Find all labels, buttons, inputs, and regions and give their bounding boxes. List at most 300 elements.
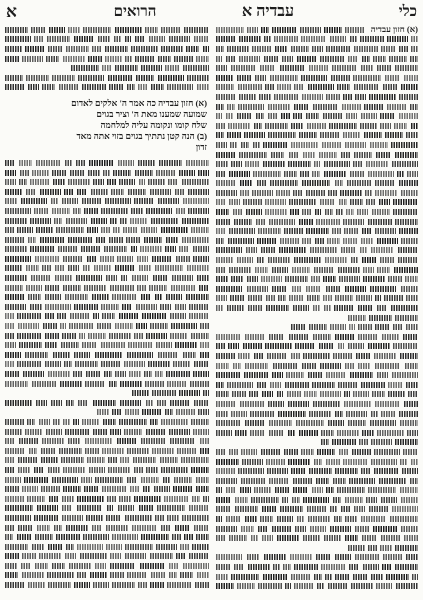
word-mark xyxy=(150,419,158,425)
word-mark xyxy=(161,419,188,425)
word-mark xyxy=(160,457,178,463)
word-mark xyxy=(380,545,392,551)
word-mark xyxy=(45,333,59,339)
word-mark xyxy=(299,132,317,138)
text-line xyxy=(5,360,209,370)
word-mark xyxy=(234,564,245,570)
word-mark xyxy=(328,583,348,589)
word-mark xyxy=(400,420,418,426)
word-mark xyxy=(5,448,25,454)
word-mark xyxy=(139,505,153,511)
word-mark xyxy=(65,294,88,300)
word-mark xyxy=(63,486,81,492)
word-mark xyxy=(380,113,395,119)
word-mark xyxy=(216,27,244,33)
word-mark xyxy=(5,429,22,435)
word-mark xyxy=(103,419,116,425)
word-mark xyxy=(307,295,320,301)
word-mark xyxy=(158,352,178,358)
word-mark xyxy=(216,209,229,215)
word-mark xyxy=(52,208,70,214)
word-mark xyxy=(71,65,99,71)
word-mark xyxy=(93,582,109,588)
word-mark xyxy=(112,409,122,415)
word-mark xyxy=(196,56,209,62)
word-mark xyxy=(368,545,376,551)
word-mark xyxy=(216,363,229,369)
text-line xyxy=(5,552,209,562)
word-mark xyxy=(377,267,390,273)
word-mark xyxy=(108,467,130,473)
word-mark xyxy=(231,574,259,580)
word-mark xyxy=(377,238,398,244)
word-mark xyxy=(229,535,247,541)
word-mark xyxy=(216,526,237,532)
word-mark xyxy=(101,361,120,367)
word-mark xyxy=(231,276,244,282)
word-mark xyxy=(259,94,271,100)
word-mark xyxy=(104,371,112,377)
word-mark xyxy=(354,46,377,52)
word-mark xyxy=(254,123,262,129)
text-line xyxy=(5,35,209,45)
word-mark xyxy=(62,496,73,502)
word-mark xyxy=(230,142,237,148)
text-line xyxy=(5,446,209,456)
word-mark xyxy=(69,323,94,329)
word-mark xyxy=(144,371,151,377)
word-mark xyxy=(82,84,106,90)
word-mark xyxy=(241,478,265,484)
word-mark xyxy=(272,286,287,292)
word-mark xyxy=(268,113,277,119)
word-mark xyxy=(391,305,418,311)
right-column-body xyxy=(216,35,418,591)
text-line xyxy=(5,245,209,255)
word-mark xyxy=(363,267,374,273)
word-mark xyxy=(313,305,321,311)
word-mark xyxy=(22,486,38,492)
word-mark xyxy=(150,189,171,195)
word-mark xyxy=(316,219,339,225)
verse-line: שלח קומו ונקומה עליה למלחמה xyxy=(100,120,207,131)
word-mark xyxy=(345,516,356,522)
word-mark xyxy=(198,170,209,176)
word-mark xyxy=(239,36,261,42)
word-mark xyxy=(170,438,195,444)
word-mark xyxy=(377,430,404,436)
word-mark xyxy=(30,179,50,185)
word-mark xyxy=(165,409,174,415)
word-mark xyxy=(335,334,354,340)
word-mark xyxy=(61,342,80,348)
word-mark xyxy=(387,104,407,110)
word-mark xyxy=(216,190,237,196)
word-mark xyxy=(29,448,37,454)
word-mark xyxy=(34,208,49,214)
word-mark xyxy=(104,246,127,252)
word-mark xyxy=(286,372,304,378)
word-mark xyxy=(216,295,227,301)
word-mark xyxy=(48,467,60,473)
word-mark xyxy=(106,275,117,281)
word-mark xyxy=(158,56,171,62)
word-mark xyxy=(239,94,255,100)
word-mark xyxy=(95,477,123,483)
word-mark xyxy=(193,246,209,252)
word-mark xyxy=(335,411,344,417)
text-line xyxy=(216,505,418,515)
word-mark xyxy=(151,218,179,224)
word-mark xyxy=(142,313,167,319)
word-mark xyxy=(216,343,225,349)
word-mark xyxy=(233,209,243,215)
text-line xyxy=(216,246,418,256)
word-mark xyxy=(272,267,289,273)
word-mark xyxy=(198,409,209,415)
word-mark xyxy=(379,199,389,205)
word-mark xyxy=(400,459,407,465)
word-mark xyxy=(246,209,262,215)
word-mark xyxy=(108,457,117,463)
word-mark xyxy=(245,516,256,522)
word-mark xyxy=(36,160,61,166)
word-mark xyxy=(216,353,235,359)
word-mark xyxy=(295,343,315,349)
text-line xyxy=(5,398,209,408)
word-mark xyxy=(155,515,164,521)
word-mark xyxy=(320,391,341,397)
word-mark xyxy=(315,238,324,244)
word-mark xyxy=(243,343,262,349)
word-mark xyxy=(261,247,275,253)
word-mark xyxy=(330,526,351,532)
word-mark xyxy=(5,419,24,425)
word-mark xyxy=(370,420,396,426)
word-mark xyxy=(32,381,57,387)
word-mark xyxy=(30,304,42,310)
word-mark xyxy=(401,526,418,532)
word-mark xyxy=(303,535,320,541)
word-mark xyxy=(387,36,408,42)
word-mark xyxy=(151,84,164,90)
text-line xyxy=(216,457,418,467)
word-mark xyxy=(349,564,360,570)
word-mark xyxy=(139,265,151,271)
word-mark xyxy=(157,505,185,511)
word-mark xyxy=(41,448,55,454)
word-mark xyxy=(119,179,136,185)
word-mark xyxy=(146,467,158,473)
text-line xyxy=(216,35,418,45)
word-mark xyxy=(125,409,139,415)
word-mark xyxy=(115,27,142,33)
word-mark xyxy=(73,208,81,214)
word-mark xyxy=(337,84,350,90)
word-mark xyxy=(110,218,117,224)
word-mark xyxy=(196,534,209,540)
word-mark xyxy=(401,497,418,503)
word-mark xyxy=(373,526,397,532)
word-mark xyxy=(293,113,302,119)
word-mark xyxy=(110,572,124,578)
word-mark xyxy=(242,459,263,465)
word-mark xyxy=(5,46,22,52)
text-line xyxy=(5,484,209,494)
word-mark xyxy=(229,171,250,177)
word-mark xyxy=(18,457,38,463)
word-mark xyxy=(216,142,227,148)
word-mark xyxy=(237,113,253,119)
word-mark xyxy=(238,84,262,90)
word-mark xyxy=(397,171,403,177)
word-mark xyxy=(341,152,350,158)
word-mark xyxy=(230,295,245,301)
word-mark xyxy=(156,544,177,550)
word-mark xyxy=(26,265,38,271)
word-mark xyxy=(17,313,42,319)
word-mark xyxy=(401,84,418,90)
text-line xyxy=(216,514,418,524)
word-mark xyxy=(68,179,89,185)
word-mark xyxy=(141,438,166,444)
word-mark xyxy=(179,390,199,396)
word-mark xyxy=(156,342,172,348)
text-line xyxy=(5,350,209,360)
word-mark xyxy=(326,487,333,493)
word-mark xyxy=(330,506,337,512)
word-mark xyxy=(216,75,233,81)
word-mark xyxy=(377,65,391,71)
word-mark xyxy=(160,304,172,310)
word-mark xyxy=(245,161,260,167)
word-mark xyxy=(346,113,357,119)
word-mark xyxy=(193,256,209,262)
word-mark xyxy=(248,564,270,570)
header-title: הרואים xyxy=(113,4,157,20)
word-mark xyxy=(264,554,286,560)
word-mark xyxy=(374,449,399,455)
word-mark xyxy=(293,487,308,493)
word-mark xyxy=(137,256,149,262)
word-mark xyxy=(216,449,225,455)
word-mark xyxy=(191,467,209,473)
word-mark xyxy=(161,27,181,33)
word-mark xyxy=(66,46,89,52)
word-mark xyxy=(89,467,105,473)
word-mark xyxy=(239,152,267,158)
word-mark xyxy=(355,94,366,100)
word-mark xyxy=(136,323,147,329)
word-mark xyxy=(124,429,143,435)
word-mark xyxy=(375,180,395,186)
word-mark xyxy=(216,382,224,388)
word-mark xyxy=(407,171,418,177)
word-mark xyxy=(402,468,418,474)
word-mark xyxy=(58,246,78,252)
word-mark xyxy=(138,160,155,166)
word-mark xyxy=(293,305,309,311)
word-mark xyxy=(21,198,48,204)
word-mark xyxy=(62,505,72,511)
word-mark xyxy=(314,459,323,465)
word-mark xyxy=(35,534,53,540)
word-mark xyxy=(142,409,161,415)
word-mark xyxy=(126,237,140,243)
word-mark xyxy=(65,160,72,166)
word-mark xyxy=(361,516,387,522)
word-mark xyxy=(392,372,418,378)
word-mark xyxy=(271,152,284,158)
word-mark xyxy=(131,208,143,214)
word-mark xyxy=(289,334,309,340)
word-mark xyxy=(125,515,153,521)
word-mark xyxy=(392,506,418,512)
word-mark xyxy=(39,419,51,425)
word-mark xyxy=(269,219,296,225)
word-mark xyxy=(315,209,322,215)
word-mark xyxy=(21,563,30,569)
word-mark xyxy=(300,27,321,33)
word-mark xyxy=(335,180,343,186)
word-mark xyxy=(180,544,189,550)
word-mark xyxy=(363,276,385,282)
text-line xyxy=(5,73,209,83)
word-mark xyxy=(216,171,226,177)
word-mark xyxy=(150,553,173,559)
word-mark xyxy=(140,246,162,252)
word-mark xyxy=(216,411,228,417)
word-mark xyxy=(344,228,359,234)
word-mark xyxy=(191,333,209,339)
text-line xyxy=(5,187,209,197)
word-mark xyxy=(361,382,385,388)
word-mark xyxy=(254,487,271,493)
word-mark xyxy=(365,190,372,196)
word-mark xyxy=(134,467,143,473)
word-mark xyxy=(5,189,22,195)
word-mark xyxy=(119,419,147,425)
word-mark xyxy=(53,352,70,358)
word-mark xyxy=(35,563,48,569)
word-mark xyxy=(170,333,188,339)
text-line xyxy=(216,73,418,83)
word-mark xyxy=(203,496,209,502)
word-mark xyxy=(92,525,103,531)
word-mark xyxy=(334,516,341,522)
text-line xyxy=(216,226,418,236)
text-line xyxy=(216,524,418,534)
word-mark xyxy=(5,381,28,387)
word-mark xyxy=(406,295,418,301)
word-mark xyxy=(375,228,396,234)
word-mark xyxy=(84,486,98,492)
word-mark xyxy=(48,582,71,588)
word-mark xyxy=(173,361,190,367)
word-mark xyxy=(187,265,209,271)
word-mark xyxy=(377,305,388,311)
word-mark xyxy=(388,276,401,282)
word-mark xyxy=(93,400,116,406)
word-mark xyxy=(363,564,380,570)
word-mark xyxy=(248,295,263,301)
word-mark xyxy=(200,352,209,358)
word-mark xyxy=(131,246,137,252)
word-mark xyxy=(5,256,31,262)
word-mark xyxy=(5,438,15,444)
word-mark xyxy=(40,189,61,195)
word-mark xyxy=(197,275,209,281)
word-mark xyxy=(154,486,170,492)
word-mark xyxy=(74,582,89,588)
word-mark xyxy=(77,544,103,550)
word-mark xyxy=(285,276,308,282)
word-mark xyxy=(399,411,418,417)
word-mark xyxy=(229,449,238,455)
word-mark xyxy=(243,199,262,205)
word-mark xyxy=(247,286,268,292)
word-mark xyxy=(312,382,335,388)
word-mark xyxy=(285,382,309,388)
word-mark xyxy=(344,391,350,397)
word-mark xyxy=(141,227,158,233)
text-line xyxy=(216,313,418,323)
word-mark xyxy=(70,313,90,319)
word-mark xyxy=(216,36,235,42)
word-mark xyxy=(288,459,310,465)
word-mark xyxy=(294,257,320,263)
word-mark xyxy=(277,516,293,522)
word-mark xyxy=(34,515,59,521)
word-mark xyxy=(361,65,373,71)
word-mark xyxy=(396,583,419,589)
word-mark xyxy=(156,170,176,176)
word-mark xyxy=(5,323,15,329)
word-mark xyxy=(91,189,108,195)
word-mark xyxy=(335,468,358,474)
word-mark xyxy=(5,218,26,224)
word-mark xyxy=(146,333,167,339)
word-mark xyxy=(257,238,277,244)
word-mark xyxy=(411,459,419,465)
word-mark xyxy=(333,497,341,503)
word-mark xyxy=(54,218,62,224)
word-mark xyxy=(97,323,112,329)
word-mark xyxy=(105,46,128,52)
word-mark xyxy=(358,334,377,340)
word-mark xyxy=(63,285,81,291)
word-mark xyxy=(187,75,209,81)
word-mark xyxy=(239,56,260,62)
word-mark xyxy=(360,247,367,253)
word-mark xyxy=(127,477,138,483)
word-mark xyxy=(65,429,89,435)
text-line xyxy=(5,168,209,178)
word-mark xyxy=(278,295,286,301)
verse-line: זדון xyxy=(195,142,207,153)
word-mark xyxy=(291,574,311,580)
word-mark xyxy=(186,160,209,166)
word-mark xyxy=(294,564,318,570)
word-mark xyxy=(263,161,285,167)
word-mark xyxy=(43,323,57,329)
word-mark xyxy=(46,429,62,435)
word-mark xyxy=(282,497,288,503)
word-mark xyxy=(150,582,163,588)
word-mark xyxy=(176,208,185,214)
word-mark xyxy=(280,65,305,71)
word-mark xyxy=(312,46,322,52)
